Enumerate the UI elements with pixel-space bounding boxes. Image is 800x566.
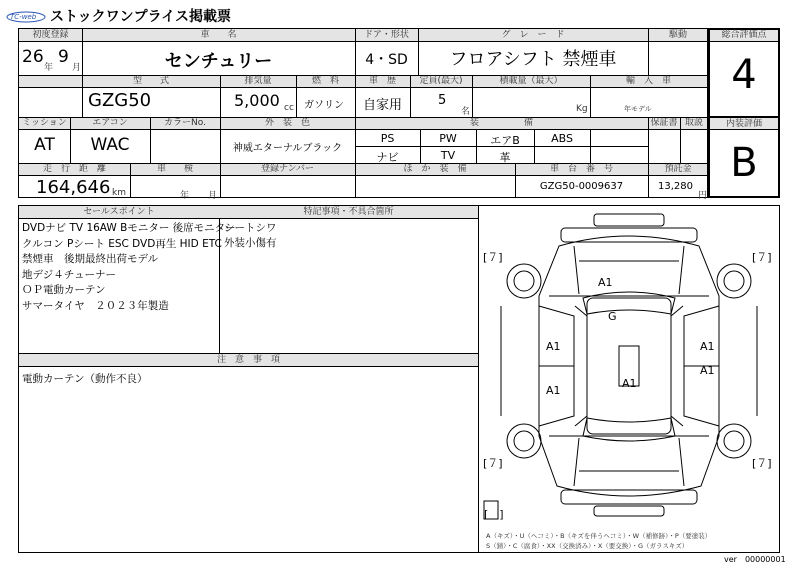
tire-label-front-right: [７] <box>752 251 772 264</box>
damage-mark: G <box>608 310 617 323</box>
label-model: 型 式 <box>132 76 169 86</box>
first-reg-year-unit: 年 <box>44 63 54 73</box>
label-drive: 駆動 <box>668 30 687 40</box>
damage-mark: A1 <box>546 384 561 397</box>
label-displacement: 排気量 <box>244 76 272 86</box>
label-overall-score: 総合評価点 <box>721 30 767 40</box>
label-grade: グ レ ー ド <box>501 30 565 40</box>
mileage: 164,646 <box>36 177 111 198</box>
damage-mark: A1 <box>598 276 613 289</box>
damage-mark: A1 <box>546 340 561 353</box>
label-chassis-no: 車 台 番 号 <box>549 164 613 174</box>
model: GZG50 <box>88 90 152 111</box>
damage-mark: A1 <box>700 364 715 377</box>
damage-mark: A1 <box>622 377 637 390</box>
label-equipment: 装 備 <box>469 118 533 128</box>
equipment-tv: TV <box>440 149 456 162</box>
svg-text:TC-web: TC-web <box>10 13 37 21</box>
label-import: 輸 入 車 <box>625 76 671 86</box>
equipment-airbag: エアB <box>490 134 520 147</box>
label-capacity: 定員(最大) <box>419 76 463 86</box>
fuel: ガソリン <box>304 100 344 111</box>
label-other-equipment: ほ か 装 備 <box>403 164 467 174</box>
grade: フロアシフト 禁煙車 <box>449 49 617 70</box>
sales-point-line: サマータイヤ ２０２３年製造 <box>22 299 169 312</box>
special-note-line: シートシワ <box>224 222 277 234</box>
capacity: 5 <box>438 93 447 108</box>
overall-score: 4 <box>731 52 757 98</box>
first-reg-month-unit: 月 <box>72 63 82 73</box>
version-label: ver 00000001 <box>724 555 786 564</box>
sales-point-line: クルコン Pシート ESC DVD再生 HID ETC <box>22 237 222 250</box>
label-aircon: エアコン <box>92 118 128 128</box>
exterior-color: 神威エターナルブラック <box>232 143 343 154</box>
caution-line: 電動カーテン（動作不良） <box>22 373 148 385</box>
mileage-unit: km <box>112 188 126 198</box>
inspection-year: 年 <box>180 191 190 201</box>
label-caution: 注 意 事 項 <box>216 355 280 365</box>
mission: AT <box>34 135 55 155</box>
displacement: 5,000 <box>234 91 280 110</box>
displacement-unit: cc <box>284 103 294 113</box>
equipment-ps: PS <box>380 132 395 145</box>
sales-point-line: 禁煙車 後期最終出荷モデル <box>22 253 158 265</box>
payload-unit: Kg <box>576 104 588 114</box>
tire-label-rear-right: [７] <box>752 457 772 470</box>
equipment-navi: ナビ <box>376 151 399 164</box>
label-first-reg: 初度登録 <box>32 30 69 40</box>
sales-point-list <box>22 221 236 314</box>
label-manual: 取説 <box>684 118 703 128</box>
damage-mark: A1 <box>700 340 715 353</box>
deposit-unit: 円 <box>698 191 708 201</box>
legend-line-2: S（錆）・C（腐食）・XX（交換済み）・X（要交換）・G（ガラスキズ） <box>486 542 689 550</box>
label-payload: 積載量（最大） <box>499 76 563 86</box>
legend-line-1: A（キズ）・U（ヘコミ）・B（キズを伴うヘコミ）・W（補修跡）・P（要塗装） <box>486 532 712 540</box>
deposit: 13,280 <box>658 181 693 192</box>
label-deposit: 預託金 <box>664 164 692 174</box>
equipment-pw: PW <box>439 132 457 145</box>
tire-label-rear-left: [７] <box>483 457 503 470</box>
car-name: センチュリー <box>164 51 273 72</box>
label-plate: 登録ナンバー <box>261 164 314 174</box>
label-interior-score: 内装評価 <box>725 119 762 129</box>
interior-score: B <box>730 140 758 186</box>
history: 自家用 <box>362 98 402 113</box>
document-title: ストックワンプライス掲載票 <box>50 9 232 25</box>
label-inspection: 車 検 <box>156 164 193 174</box>
car-damage-diagram <box>479 206 779 536</box>
sales-point-line: 地デジ４チューナー <box>22 268 116 281</box>
label-fuel: 燃 料 <box>311 76 339 86</box>
site-logo <box>6 8 46 22</box>
sales-point-line: DVDナビ TV 16AW Bモニター 後席モニター <box>22 222 236 234</box>
label-door-shape: ドア・形状 <box>364 30 409 40</box>
label-car-name: 車 名 <box>200 30 237 40</box>
special-note-line: 外装小傷有 <box>224 237 277 249</box>
sales-point-line: ＯＰ電動カーテン <box>22 284 106 296</box>
first-reg-month: 9 <box>58 47 69 67</box>
capacity-unit: 名 <box>461 107 471 117</box>
first-reg-year: 26 <box>22 47 44 67</box>
label-color-no: カラーNo. <box>164 118 206 128</box>
special-notes-list <box>224 221 474 251</box>
inspection-month: 月 <box>208 191 218 201</box>
label-exterior: 外 装 色 <box>264 118 310 128</box>
door-shape: 4・SD <box>365 52 408 68</box>
import-model-label: 年モデル <box>624 105 652 113</box>
label-mileage: 走 行 距 離 <box>42 164 106 174</box>
aircon: WAC <box>90 135 130 155</box>
chassis-no: GZG50-0009637 <box>539 181 624 192</box>
label-warranty: 保証書 <box>650 118 678 128</box>
caution-list <box>22 372 472 387</box>
label-sales-point: セールスポイント <box>83 207 155 217</box>
label-mission: ミッション <box>22 118 67 128</box>
spare-tire-label: [ ] <box>484 508 504 521</box>
label-history: 車 歴 <box>368 76 396 86</box>
equipment-abs: ABS <box>551 132 573 145</box>
tire-label-front-left: [７] <box>483 251 503 264</box>
label-special-notes: 特記事項・不具合箇所 <box>303 207 394 217</box>
equipment-leather: 革 <box>499 151 511 164</box>
